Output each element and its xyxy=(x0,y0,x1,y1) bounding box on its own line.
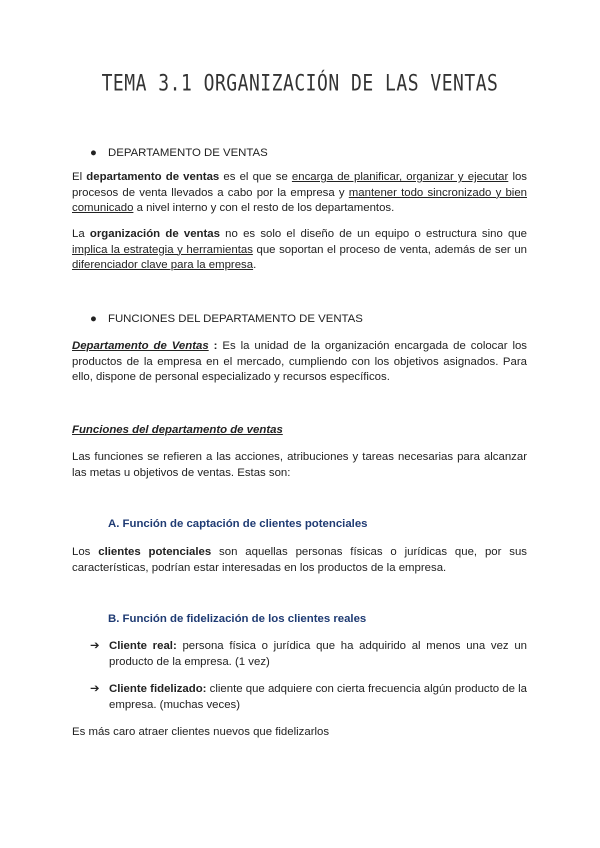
arrow-right-icon: ➔ xyxy=(90,683,100,695)
subheading-b: B. Función de fidelización de los clientes reales xyxy=(108,613,367,625)
paragraph-departamento xyxy=(72,170,527,217)
bold-term: departamento de ventas xyxy=(86,171,220,183)
heading-funciones xyxy=(72,423,527,439)
text: es el que se xyxy=(219,171,292,183)
text: a nivel interno y con el resto de los departamentos. xyxy=(133,202,395,214)
paragraph-clientes-potenciales xyxy=(72,545,527,576)
text: Los xyxy=(72,546,99,558)
subheading-a: A. Función de captación de clientes potenciales xyxy=(108,518,368,530)
text: que soportan el proceso de venta, además de ser un xyxy=(252,243,527,256)
bold-term: clientes potenciales xyxy=(98,546,212,558)
item-label: Cliente fidelizado: xyxy=(109,683,207,695)
paragraph-funciones: Las funciones se refieren a las acciones, atribuciones y tareas necesarias para alcanzar las metas u objetivos de ventas. Estas son: xyxy=(72,451,527,479)
text: Es la unidad de la organización encargada de colocar los productos de la empresa en el mercado, cumpliendo con los objetivos asignados. Para ello, dispone de personal especializado y recursos específicos. xyxy=(72,340,527,383)
closing-sentence: Es más caro atraer clientes nuevos que fidelizarlos xyxy=(72,726,330,738)
list-item-cliente-fidelizado xyxy=(90,682,527,713)
item-text: cliente que adquiere con cierta frecuencia algún producto de la empresa. (muchas veces) xyxy=(109,683,528,711)
item-text: persona física o jurídica que ha adquirido al menos una vez un producto de la empresa. (1 vez) xyxy=(109,640,527,668)
text: no es solo el diseño de un equipo o estructura sino que xyxy=(219,228,527,240)
text: son aquellas personas físicas o jurídicas que, por sus características, podrían estar interesadas en los productos de la empresa. xyxy=(72,546,527,574)
bullet-label: DEPARTAMENTO DE VENTAS xyxy=(108,147,268,159)
section-heading: Funciones del departamento de ventas xyxy=(72,424,283,436)
defined-term: Departamento de Ventas xyxy=(72,340,209,352)
text: La xyxy=(72,228,90,240)
text: . xyxy=(253,259,257,271)
paragraph-departamento-ventas xyxy=(72,339,527,386)
bullet-departamento xyxy=(90,146,268,162)
separator: : xyxy=(208,340,223,352)
paragraph-organizacion xyxy=(72,227,527,274)
page-title: TEMA 3.1 ORGANIZACIÓN DE LAS VENTAS xyxy=(101,70,499,97)
list-item-text xyxy=(109,639,527,670)
bullet-dot-icon: ● xyxy=(90,147,97,159)
text: los procesos de venta llevados a cabo por la empresa y xyxy=(72,171,527,199)
list-item-text xyxy=(109,682,527,713)
underlined-text: diferenciador clave para la empresa xyxy=(72,259,254,271)
bold-term: organización de ventas xyxy=(89,228,220,240)
bullet-dot-icon: ● xyxy=(90,313,97,325)
bullet-funciones xyxy=(90,312,363,328)
item-label: Cliente real: xyxy=(109,640,177,652)
underlined-text: mantener todo sincronizado y bien comunicado xyxy=(72,186,527,214)
list-item-cliente-real xyxy=(90,639,527,670)
underlined-text: implica la estrategia y herramientas xyxy=(72,243,253,256)
text: El xyxy=(72,171,87,183)
arrow-right-icon: ➔ xyxy=(90,640,100,652)
bullet-label: FUNCIONES DEL DEPARTAMENTO DE VENTAS xyxy=(108,313,363,325)
underlined-text: encarga de planificar, organizar y ejecutar xyxy=(291,171,509,183)
